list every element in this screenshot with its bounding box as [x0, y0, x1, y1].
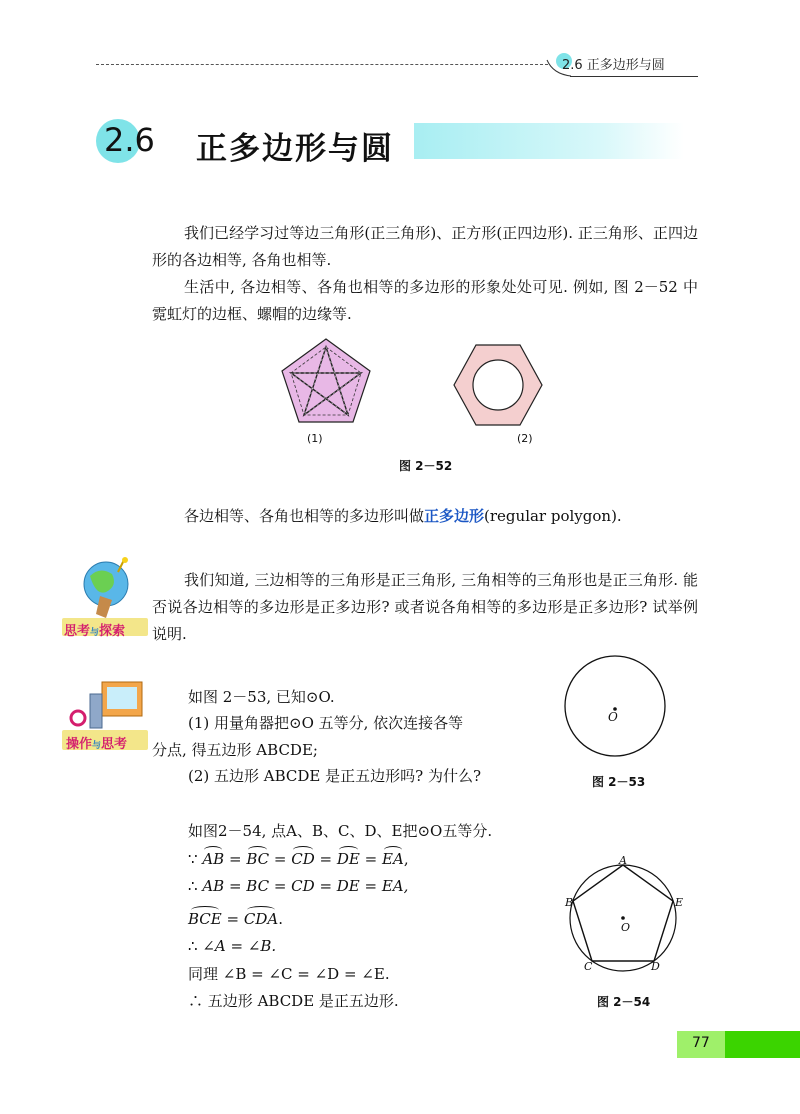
proof-line-6: 同理 ∠B = ∠C = ∠D = ∠E.: [188, 965, 390, 983]
proof-line-4: [188, 910, 283, 928]
operate-line-4: (2) 五边形 ABCDE 是正五边形吗? 为什么?: [188, 767, 481, 785]
vertex-b-label: B: [565, 896, 574, 909]
arc-ab: AB: [202, 850, 225, 868]
proof-line-7: [188, 990, 399, 1011]
definition-english: (regular polygon).: [484, 507, 622, 525]
arc-ea: EA: [382, 850, 404, 868]
section-number: 2.6: [104, 121, 155, 159]
page-number: 77: [692, 1035, 710, 1051]
pentagon-frame: [282, 339, 370, 422]
arc-cd: CD: [291, 850, 315, 868]
eq-4: =: [364, 850, 378, 868]
definition-text: 各边相等、各角也相等的多边形叫做: [184, 507, 425, 525]
definition-line: [184, 505, 622, 526]
think-explore-label: [64, 620, 125, 639]
think-label: 思考: [64, 624, 91, 639]
nut-hole: [473, 360, 523, 410]
arc-de: DE: [336, 850, 360, 868]
eq-1: =: [228, 850, 242, 868]
angles-a-b: ∠A = ∠B.: [202, 937, 277, 955]
period: .: [278, 910, 283, 928]
vertex-d-label: D: [651, 960, 660, 973]
title-band: [414, 123, 684, 159]
think-label-2: 思考: [101, 737, 128, 752]
operate-label: 操作: [66, 737, 93, 752]
figure-53-caption: 图 2－53: [592, 775, 646, 789]
figure-52-caption: 图 2－52: [399, 459, 453, 473]
operate-line-3: 分点, 得五边形 ABCDE;: [152, 741, 318, 759]
figure-54-caption: 图 2－54: [597, 995, 651, 1009]
proof-line-2: [188, 850, 409, 868]
arc-bc: BC: [246, 850, 270, 868]
header-dashed-line: [96, 64, 548, 65]
definition-term: 正多边形: [424, 507, 485, 525]
eq-3: =: [319, 850, 333, 868]
proof-line-1: 如图2－54, 点A、B、C、D、E把⊙O五等分.: [188, 822, 493, 840]
explore-label: 探索: [99, 624, 126, 639]
arc-cda: CDA: [243, 910, 279, 928]
arc-bce: BCE: [188, 910, 222, 928]
therefore-symbol-2: ∴: [188, 937, 198, 955]
figure-52-label-2: (2): [517, 432, 533, 445]
and-label: 与: [90, 628, 100, 638]
center-point-54: [621, 916, 625, 920]
comma: ,: [403, 850, 409, 868]
center-o-label: O: [621, 921, 631, 934]
therefore-symbol-1: ∴: [188, 877, 198, 895]
operate-line-2: (1) 用量角器把⊙O 五等分, 依次连接各等: [188, 714, 464, 732]
figure-53-center-label: O: [608, 710, 618, 724]
proof-line-3: [188, 877, 408, 895]
operate-line-1: 如图 2－53, 已知⊙O.: [188, 688, 335, 706]
intro-paragraph-1: 我们已经学习过等边三角形(正三角形)、正方形(正四边形). 正三角形、正四边形的各边相等, 各角也相等.: [152, 224, 698, 269]
figure-2-52: [260, 335, 560, 430]
proof-line-5: [188, 937, 276, 955]
therefore-symbol-3: ∴: [188, 992, 204, 1010]
operate-think-label: [66, 733, 127, 752]
page-number-bar: [725, 1031, 800, 1058]
circle-o: [565, 656, 665, 756]
regular-pentagon: [573, 865, 673, 961]
conclusion: 五边形 ABCDE 是正五边形.: [207, 992, 399, 1010]
header-underline: [570, 76, 698, 77]
vertex-e-label: E: [675, 896, 684, 909]
vertex-c-label: C: [584, 960, 593, 973]
eq-2: =: [273, 850, 287, 868]
section-title: 正多边形与圆: [196, 131, 394, 167]
explore-paragraph: 我们知道, 三边相等的三角形是正三角形, 三角相等的三角形也是正三角形. 能否说各边相等的多边形是正多边形? 或者说各角相等的多边形是正多边形? 试举例说明.: [152, 571, 698, 643]
and-label-2: 与: [92, 741, 102, 751]
header-section-title: 2.6 正多边形与圆: [562, 58, 665, 73]
figure-2-53: [562, 653, 672, 763]
vertex-a-label: A: [619, 854, 627, 867]
chords-equal: AB = BC = CD = DE = EA,: [202, 877, 409, 895]
figure-52-label-1: (1): [307, 432, 323, 445]
intro-paragraph-2: 生活中, 各边相等、各角也相等的多边形的形象处处可见. 例如, 图 2－52 中霓虹灯的边框、螺帽的边缘等.: [152, 278, 698, 323]
because-symbol: ∵: [188, 850, 198, 868]
eq-5: =: [226, 910, 240, 928]
